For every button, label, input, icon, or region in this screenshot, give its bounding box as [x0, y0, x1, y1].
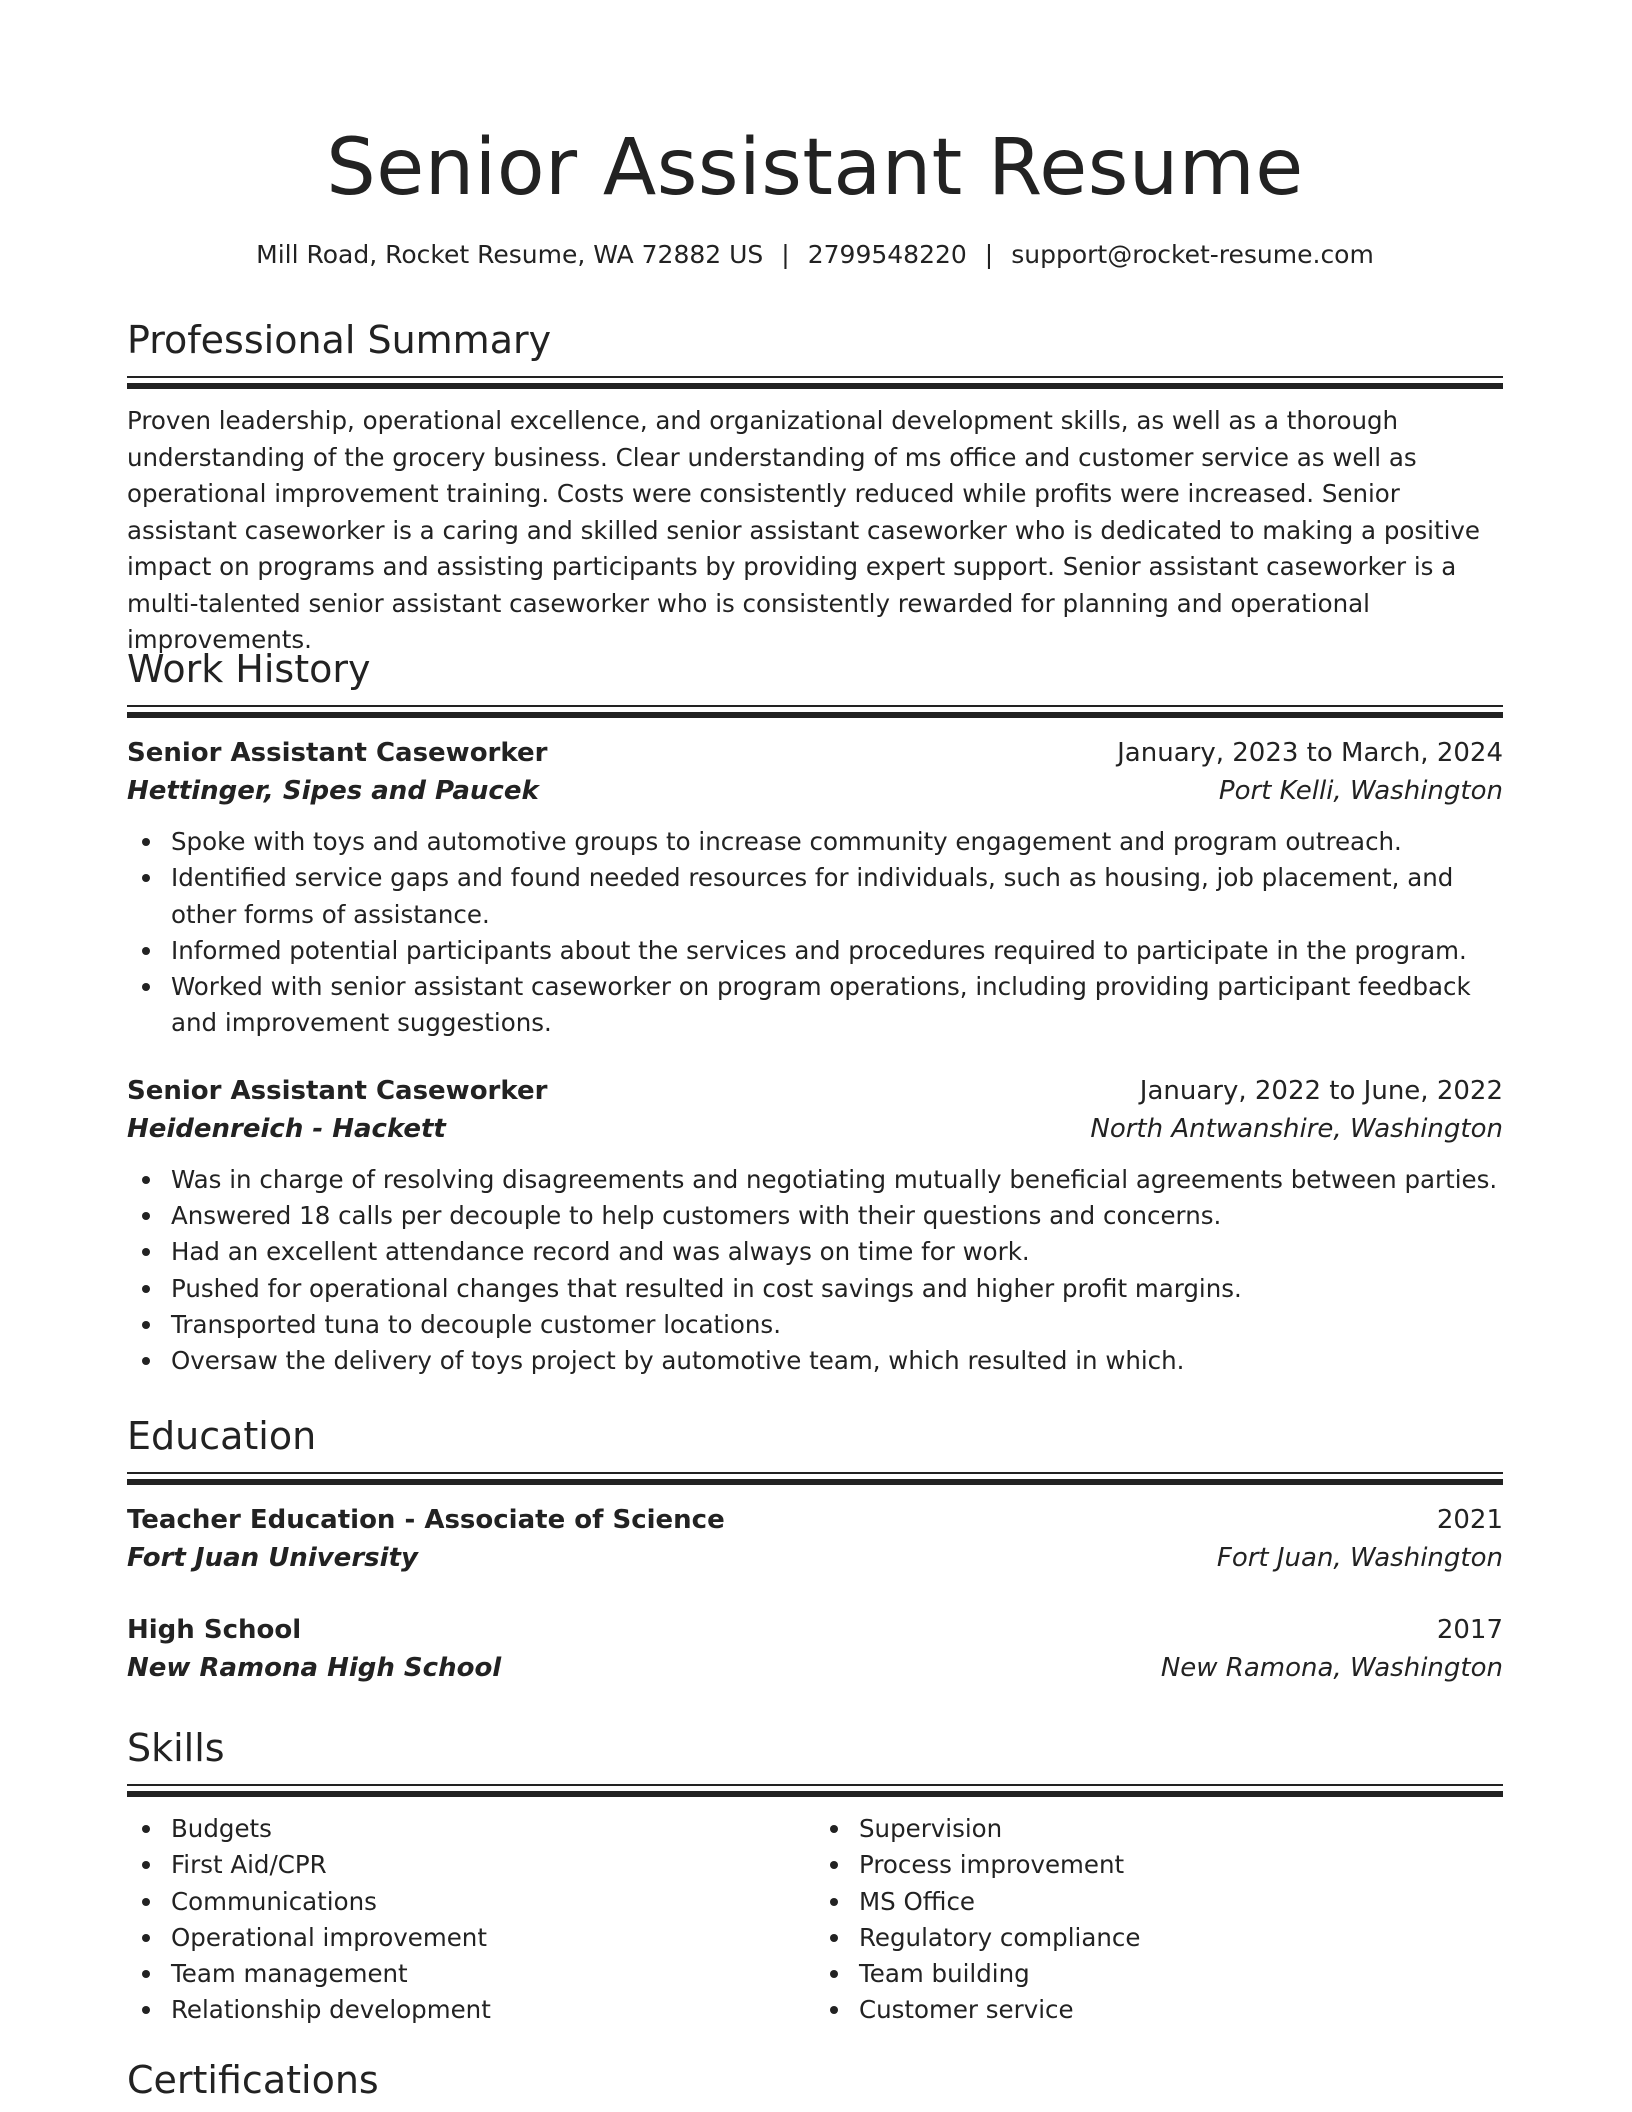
section-divider	[127, 1791, 1503, 1797]
section-title: Work History	[127, 647, 371, 691]
resume-name: Senior Assistant Resume	[326, 123, 1304, 213]
section-divider	[127, 705, 1503, 707]
job-company-row	[127, 772, 1503, 810]
skills-columns	[127, 1811, 1503, 2029]
job-title: Senior Assistant Caseworker	[127, 1075, 548, 1106]
education-header-row	[127, 1501, 1503, 1539]
school-name: Fort Juan University	[127, 1543, 418, 1573]
summary-text: Proven leadership, operational excellence, and organizational development skills, as well as a thorough understanding of the grocery business. Clear understanding of ms office and customer service as well as operational improvement training. Costs were consistently reduced while profits were increased. Senior assistant caseworker is a caring and skilled senior assistant caseworker who is dedicated to making a positive impact on programs and assisting participants by providing expert support. Senior assistant caseworker is a multi-talented senior assistant caseworker who is consistently rewarded for planning and operational improvements.	[127, 406, 1480, 654]
graduation-year: 2021	[1436, 1505, 1503, 1535]
skill-item: Team management	[171, 1956, 815, 1992]
section-title: Education	[127, 1414, 317, 1458]
job-entry	[127, 734, 1503, 1042]
job-dates: January, 2023 to March, 2024	[1117, 738, 1503, 768]
summary-section	[127, 314, 1503, 659]
job-header-row	[127, 734, 1503, 772]
degree-title: High School	[127, 1615, 302, 1645]
education-school-row	[127, 1539, 1503, 1577]
skill-item: MS Office	[859, 1884, 1503, 1920]
skill-item: Supervision	[859, 1811, 1503, 1847]
skills-list-right	[815, 1811, 1503, 2029]
education-school-row	[127, 1649, 1503, 1687]
job-dates: January, 2022 to June, 2022	[1139, 1075, 1503, 1106]
work-history-section	[127, 643, 1503, 1380]
contact-separator: |	[984, 240, 994, 269]
contact-address: Mill Road, Rocket Resume, WA 72882 US	[256, 240, 764, 269]
list-item: Transported tuna to decouple customer locations.	[171, 1307, 1503, 1343]
list-item: Had an excellent attendance record and was always on time for work.	[171, 1234, 1503, 1270]
list-item: Answered 18 calls per decouple to help customers with their questions and concerns.	[171, 1198, 1503, 1234]
skill-item: Team building	[859, 1956, 1503, 1992]
job-duties-list	[127, 1162, 1503, 1380]
list-item: Oversaw the delivery of toys project by automotive team, which resulted in which.	[171, 1343, 1503, 1379]
job-title: Senior Assistant Caseworker	[127, 738, 548, 768]
list-item: Spoke with toys and automotive groups to increase community engagement and program outreach.	[171, 824, 1503, 860]
section-divider	[127, 712, 1503, 718]
list-item: Identified service gaps and found needed resources for individuals, such as housing, job placement, and other forms of assistance.	[171, 860, 1503, 933]
skill-item: Regulatory compliance	[859, 1920, 1503, 1956]
graduation-year: 2017	[1436, 1615, 1503, 1645]
certifications-section	[127, 2054, 1503, 2106]
degree-title: Teacher Education - Associate of Science	[127, 1505, 725, 1535]
school-location: Fort Juan, Washington	[1216, 1543, 1503, 1573]
section-title: Skills	[127, 1726, 225, 1770]
section-divider	[127, 383, 1503, 389]
education-entry	[127, 1611, 1503, 1687]
section-divider	[127, 1472, 1503, 1474]
school-location: New Ramona, Washington	[1160, 1653, 1503, 1683]
education-entry	[127, 1501, 1503, 1577]
skill-item: Communications	[171, 1884, 815, 1920]
skill-item: First Aid/CPR	[171, 1847, 815, 1883]
job-header-row	[127, 1072, 1503, 1110]
education-section	[127, 1410, 1503, 1687]
contact-phone: 2799548220	[807, 240, 967, 269]
skill-item: Operational improvement	[171, 1920, 815, 1956]
job-company: Hettinger, Sipes and Paucek	[127, 776, 539, 806]
list-item: Was in charge of resolving disagreements and negotiating mutually beneficial agreements between parties.	[171, 1162, 1503, 1198]
contact-separator: |	[781, 240, 790, 269]
list-item: Worked with senior assistant caseworker on program operations, including providing participant feedback and improvement suggestions.	[171, 969, 1503, 1042]
job-company: Heidenreich - Hackett	[127, 1113, 446, 1144]
section-divider	[127, 376, 1503, 378]
job-company-row	[127, 1110, 1503, 1148]
list-item: Pushed for operational changes that resulted in cost savings and higher profit margins.	[171, 1271, 1503, 1307]
skills-list-left	[127, 1811, 815, 2029]
section-title: Certifications	[127, 2058, 379, 2102]
education-header-row	[127, 1611, 1503, 1649]
job-location: Port Kelli, Washington	[1218, 776, 1503, 806]
skill-item: Customer service	[859, 1992, 1503, 2028]
contact-line	[127, 238, 1503, 272]
school-name: New Ramona High School	[127, 1653, 502, 1683]
skill-item: Budgets	[171, 1811, 815, 1847]
skill-item: Relationship development	[171, 1992, 815, 2028]
list-item: Informed potential participants about the services and procedures required to participate in the program.	[171, 933, 1503, 969]
skills-section	[127, 1722, 1503, 2029]
job-location: North Antwanshire, Washington	[1090, 1113, 1503, 1144]
section-title: Professional Summary	[127, 318, 552, 362]
contact-email: support@rocket-resume.com	[1011, 240, 1374, 269]
section-divider	[127, 1784, 1503, 1786]
job-entry	[127, 1072, 1503, 1380]
skill-item: Process improvement	[859, 1847, 1503, 1883]
section-divider	[127, 1479, 1503, 1485]
job-duties-list	[127, 824, 1503, 1042]
